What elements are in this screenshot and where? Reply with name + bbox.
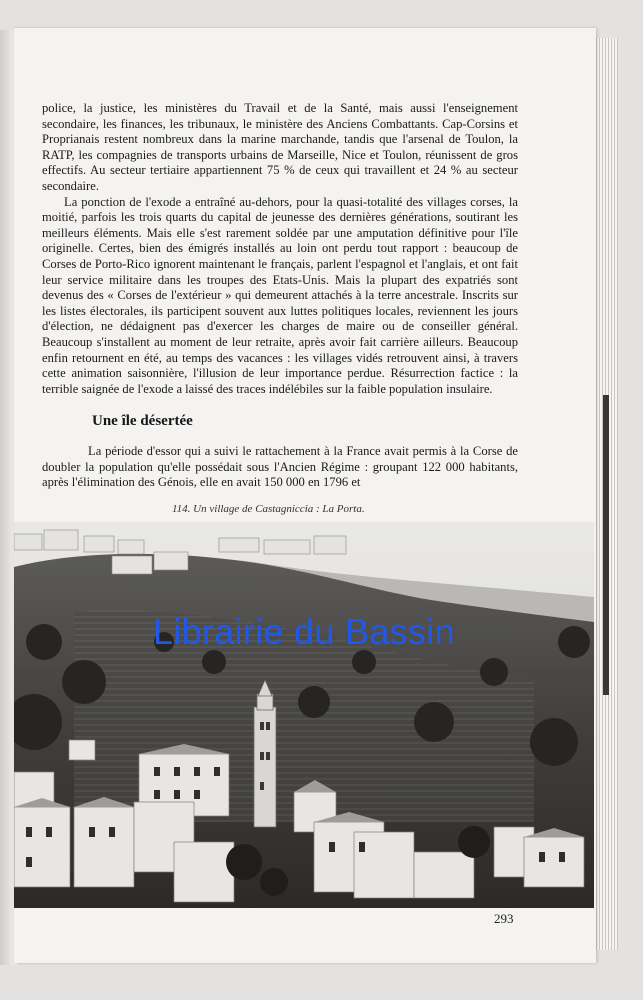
section-heading: Une île désertée [92, 413, 193, 429]
page-number: 293 [494, 911, 514, 926]
paragraph-1: police, la justice, les ministères du Travail et de la Santé, mais aussi l'enseignement secondaire, les finances, les tribunaux, le ministère des Anciens Combattants. Cap-Corsins et Proprianais restent nombreux dans la marine marchande, tandis que l'arsenal de Toulon, la RATP, les compagnies de transports urbains de Marseille, Nice et Toulon, réunissent de gros effectifs. Au secteur tertiaire appartiennent 75 % de ceux qui travaillent et 24 % au secteur secondaire. [42, 101, 518, 193]
figure-caption: 114. Un village de Castagniccia : La Porta. [172, 503, 365, 515]
watermark-text: Librairie du Bassin [153, 611, 455, 652]
page-edge-photo-strip [603, 395, 609, 695]
body-text [42, 101, 518, 397]
paragraph-2: La ponction de l'exode a entraîné au-dehors, pour la quasi-totalité des villages corses, la moitié, parfois les trois quarts du capital de jeunesse des dernières générations, soutirant les meilleurs éléments. Mais elle s'est rarement soldée par une amputation définitive pour l'île originelle. Certes, bien des émigrés installés au loin ont perdu tout rapport : beaucoup de Corses de Porto-Rico ignorent maintenant le français, parlent l'espagnol et l'anglais, et ont fait leur service militaire dans les troupes des Etats-Unis. Mais la plupart des expatriés sont devenus des « Corses de l'extérieur » qui demeurent attachés à la terre ancestrale. Inscrits sur les listes électorales, ils participent souvent aux luttes politiques locales, reviennent les jours d'élection, ne dédaignent pas d'exercer les charges de maire ou de conseiller général. Beaucoup s'installent au moment de leur retraite, après avoir fait carrière ailleurs. Beaucoup enfin retournent en été, au temps des vacances : les villages vidés retrouvent ainsi, à travers cette animation saisonnière, l'illusion de leur importance perdue. Résurrection factice : la terrible saignée de l'exode a laissé des traces indélébiles sur la faible population insulaire. [42, 194, 518, 396]
paragraph-3: La période d'essor qui a suivi le rattachement à la France avait permis à la Corse de doubler la population qu'elle possédait sous l'Ancien Régime : groupant 122 000 habitants, après l'élimination des Génois, elle en avait 150 000 en 1796 et [42, 444, 518, 490]
village-photograph [14, 522, 594, 908]
